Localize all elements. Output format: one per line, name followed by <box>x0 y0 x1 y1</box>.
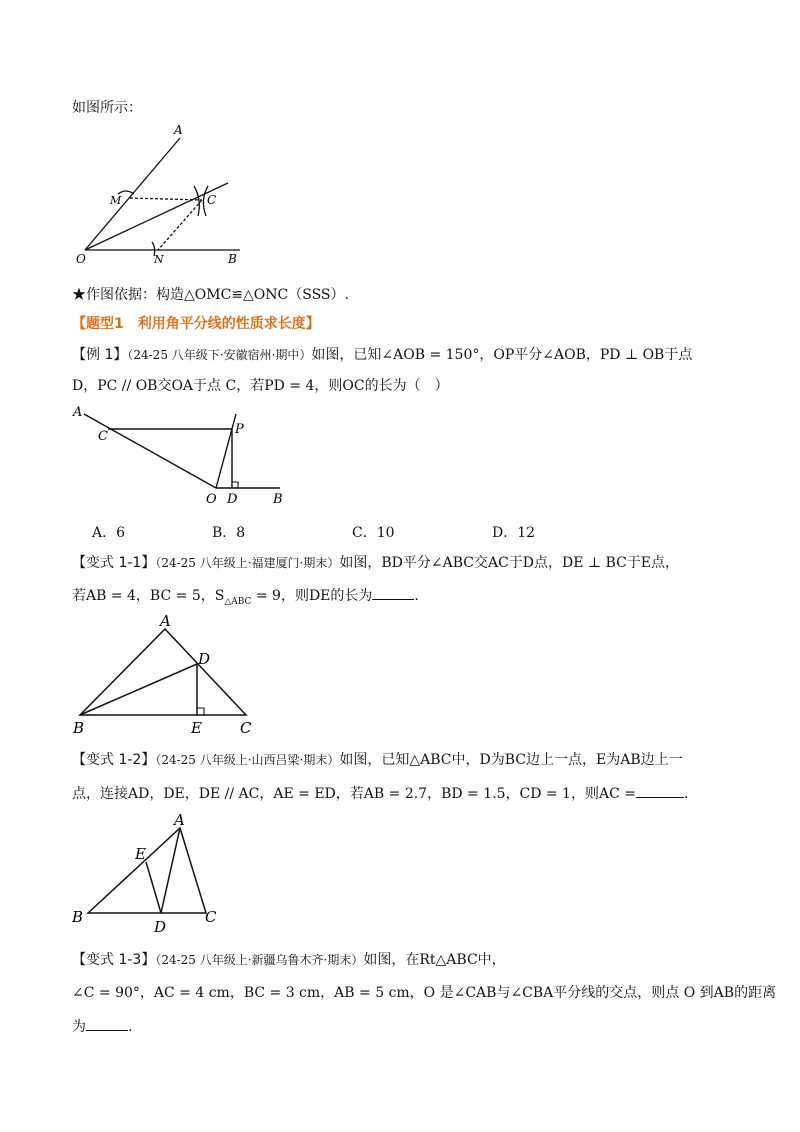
label-b: B <box>73 719 85 737</box>
label-m: M <box>110 194 122 207</box>
construction-basis: ★作图依据：构造△OMC≌△ONC（SSS）. <box>72 287 349 303</box>
label-a: A <box>174 811 185 829</box>
example-1-source: （24-25 八年级下·安徽宿州·期中） <box>127 348 312 362</box>
label-a: A <box>73 405 83 420</box>
variant-1-1-text2a: 若AB = 4，BC = 5，S <box>72 588 225 604</box>
label-p: P <box>235 422 244 437</box>
variant-1-2-text1: 如图，已知△ABC中，D为BC边上一点，E为AB边上一 <box>339 752 683 768</box>
example-1-text1: 如图，已知∠AOB = 150°，OP平分∠AOB，PD ⊥ OB于点 <box>311 347 693 363</box>
variant-1-2-source: （24-25 八年级上·山西吕梁·期末） <box>155 753 340 767</box>
label-c: C <box>207 193 217 207</box>
label-a: A <box>174 123 183 137</box>
answer-blank-1-1[interactable] <box>372 585 414 600</box>
figure-angle-bisector-construction <box>70 120 260 270</box>
variant-1-3-text3: 为 <box>72 1019 86 1035</box>
label-o: O <box>206 492 217 507</box>
variant-1-1-line1 <box>72 553 679 573</box>
answer-blank-1-3[interactable] <box>86 1016 128 1031</box>
figure-variant-1-2 <box>68 810 238 935</box>
segment-bd <box>80 664 197 715</box>
variant-1-1-text2b: = 9，则DE的长为 <box>251 588 373 604</box>
variant-1-1-tag: 【变式 1-1】 <box>72 555 156 571</box>
label-b: B <box>228 252 237 266</box>
figure-variant-1-1 <box>70 612 270 742</box>
variant-1-3-line1 <box>72 950 506 970</box>
variant-1-3-line2: ∠C = 90°，AC = 4 cm，BC = 3 cm，AB = 5 cm，O 是∠CAB与∠CBA平分线的交点，则点 O 到AB的距离 <box>72 985 777 1001</box>
label-b: B <box>273 492 283 507</box>
triangle-abc <box>80 629 246 715</box>
example-1-tag: 【例 1】 <box>72 347 128 363</box>
variant-1-1-area-subscript: △ABC <box>224 596 252 607</box>
answer-blank-1-2[interactable] <box>636 783 684 798</box>
segment-ad <box>161 828 180 913</box>
variant-1-3-text1: 如图，在Rt△ABC中， <box>363 952 506 968</box>
variant-1-2-line2 <box>72 783 688 804</box>
variant-1-1-text1: 如图，BD平分∠ABC交AC于D点，DE ⊥ BC于E点， <box>339 555 680 571</box>
right-angle-mark <box>197 708 204 715</box>
label-c: C <box>98 429 108 444</box>
label-d: D <box>154 918 167 935</box>
option-b[interactable]: B．8 <box>212 525 246 541</box>
variant-1-3-tag: 【变式 1-3】 <box>72 952 156 968</box>
label-c: C <box>205 908 217 926</box>
label-a: A <box>160 612 171 630</box>
label-d: D <box>227 492 238 507</box>
segment-ed <box>146 862 161 913</box>
segment-op <box>216 414 236 488</box>
option-d[interactable]: D．12 <box>492 525 536 541</box>
variant-1-1-source: （24-25 八年级上·福建厦门·期末） <box>155 556 340 570</box>
right-angle-mark <box>232 482 238 488</box>
label-b: B <box>72 908 84 926</box>
label-o: O <box>76 252 86 266</box>
segment-ao <box>84 414 216 488</box>
figure-example-1 <box>70 402 295 512</box>
triangle-abc <box>88 828 206 913</box>
label-n: N <box>154 253 164 266</box>
variant-1-3-end: . <box>128 1019 133 1035</box>
dashed-nc <box>158 200 202 250</box>
arc-c1 <box>194 186 199 216</box>
variant-1-2-line1 <box>72 750 683 770</box>
variant-1-2-tag: 【变式 1-2】 <box>72 752 156 768</box>
variant-1-3-line3 <box>72 1016 132 1037</box>
label-d: D <box>198 650 211 668</box>
example-1-line1 <box>72 345 692 365</box>
variant-1-3-source: （24-25 八年级上·新疆乌鲁木齐·期末） <box>155 953 364 967</box>
variant-1-1-line2 <box>72 585 419 612</box>
variant-1-1-end: . <box>414 588 419 604</box>
section-heading: 【题型1 利用角平分线的性质求长度】 <box>72 316 320 332</box>
variant-1-2-text2: 点，连接AD，DE，DE // AC，AE = ED，若AB = 2.7，BD = 1.5，CD = 1，则AC = <box>72 786 636 802</box>
dashed-mc <box>130 198 202 200</box>
variant-1-2-end: . <box>683 786 689 802</box>
label-e: E <box>191 719 202 737</box>
label-e: E <box>135 845 146 863</box>
intro-text: 如图所示： <box>72 100 142 116</box>
option-c[interactable]: C．10 <box>352 525 395 541</box>
label-c: C <box>240 719 252 737</box>
ray-oa <box>85 138 180 250</box>
example-1-line2: D，PC // OB交OA于点 C，若PD = 4，则OC的长为（ ） <box>72 378 449 394</box>
option-a[interactable]: A．6 <box>92 525 126 541</box>
